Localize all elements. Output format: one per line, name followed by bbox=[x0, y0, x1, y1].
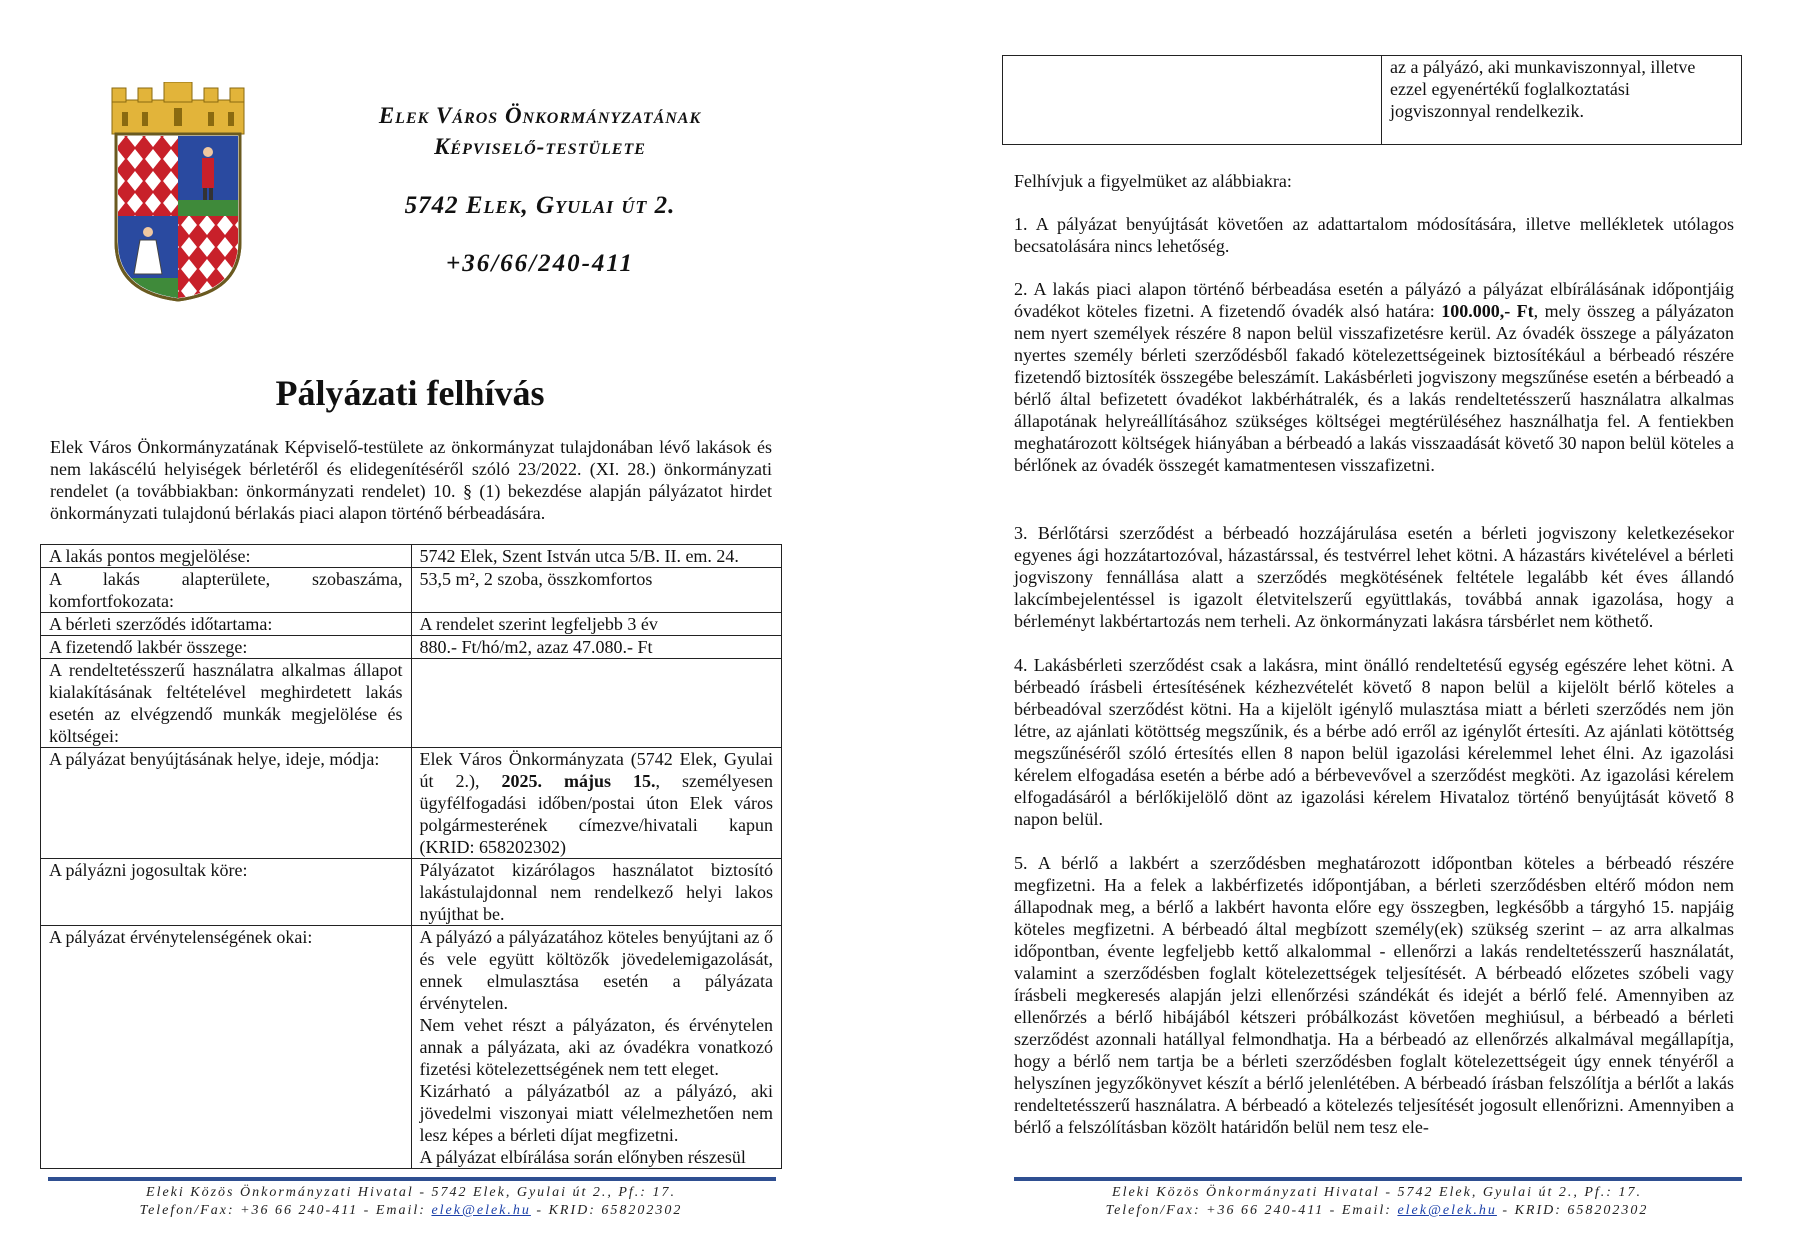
table-row bbox=[41, 748, 782, 859]
table-row bbox=[1003, 56, 1742, 145]
row-value: 53,5 m², 2 szoba, összkomfortos bbox=[411, 568, 782, 613]
invalidity-reason: Kizárható a pályázatból az a pályázó, aki jövedelmi viszonyai miatt vélelmezhetően nem lesz képes a bérleti díjat megfizetni. bbox=[419, 1081, 773, 1145]
left-page bbox=[0, 0, 880, 1246]
right-page bbox=[990, 0, 1800, 1246]
notice-text: 2. A lakás piaci alapon történő bérbeadása esetén a pályázó a pályázat elbírálásának időpontjáig óvadékot köteles fizetni. A fizetendő óvadék alsó határa: bbox=[1014, 279, 1734, 321]
row-label: A bérleti szerződés időtartama: bbox=[41, 613, 412, 636]
value-text: , személyesen ügyfélfogadási időben/postai úton Elek város polgármesterének címezve/hivatali kapun (KRID: 658202302) bbox=[419, 771, 773, 857]
footer-rule bbox=[48, 1177, 776, 1181]
row-value bbox=[411, 926, 782, 1169]
footer-phone: Telefon/Fax: +36 66 240-411 - Email: bbox=[1105, 1203, 1398, 1218]
footer-krid: - KRID: 658202302 bbox=[530, 1203, 683, 1218]
deadline-date: 2025. május 15. bbox=[501, 771, 656, 791]
table-row bbox=[41, 659, 782, 748]
city-coat-of-arms-icon bbox=[108, 82, 248, 302]
notice-item-4: 4. Lakásbérleti szerződést csak a lakásra, mint önálló rendeltetésű egység egészére lehet kötni. A bérbeadó írásbeli értesítésének kézhezvételét követő 8 napon belül a kijelölt bérlő köteles a bérbeadóval szerződést kötni. Ha a kijelölt igénylő mulasztása miatt a bérleti szerződés nem jön létre, az ajánlati kötöttség megszűnik, és a bérbe adó erről az igénylőt értesíti. Az ajánlati kötöttség megszűnéséről szóló értesítés ellen 8 napon belül igazolási kérelemmel lehet élni. Az igazolási kérelem elfogadása esetén a bérbe adó a bérbevevővel a szerződést megköti. Az igazolási kérelem elfogadásáról a bérlőkijelölő dönt az igazolási kérelem Hivataloz történő benyújtását követő 8 napon belül. bbox=[1014, 655, 1734, 829]
org-address: 5742 Elek, Gyulai út 2. bbox=[404, 192, 676, 219]
org-phone: +36/66/240-411 bbox=[445, 250, 635, 277]
row-value: 880.- Ft/hó/m2, azaz 47.080.- Ft bbox=[411, 636, 782, 659]
intro-paragraph: Elek Város Önkormányzatának Képviselő-testülete az önkormányzat tulajdonában lévő lakások és nem lakáscélú helyiségek bérletéről és elidegenítéséről szóló 23/2022. (XI. 28.) önkormányzati rendelet (a továbbiakban: önkormányzati rendelet) 10. § (1) bekezdése alapján pályázatot hirdet önkormányzati tulajdonú bérlakás piaci alapon történő bérbeadására. bbox=[50, 437, 772, 523]
footer-contact-line bbox=[40, 1202, 782, 1220]
row-value: az a pályázó, aki munkaviszonnyal, illetve ezzel egyenértékű foglalkoztatási jogviszonnyal rendelkezik. bbox=[1382, 56, 1742, 145]
row-label: A pályázat érvénytelenségének okai: bbox=[41, 926, 412, 1169]
table-row bbox=[41, 545, 782, 568]
deposit-amount: 100.000,- Ft bbox=[1441, 301, 1534, 321]
notice-item-2 bbox=[1014, 278, 1734, 476]
email-link[interactable]: elek@elek.hu bbox=[1397, 1203, 1497, 1218]
invalidity-reason: A pályázat elbírálása során előnyben részesül bbox=[419, 1147, 746, 1167]
row-value: A rendelet szerint legfeljebb 3 év bbox=[411, 613, 782, 636]
row-value bbox=[411, 659, 782, 748]
row-label: A lakás pontos megjelölése: bbox=[41, 545, 412, 568]
footer-contact-line bbox=[1006, 1202, 1748, 1220]
row-label: A fizetendő lakbér összege: bbox=[41, 636, 412, 659]
footer-phone: Telefon/Fax: +36 66 240-411 - Email: bbox=[139, 1203, 432, 1218]
value-text: Elek Város Önkormányzata (5742 Elek, Gyulai út 2.), bbox=[419, 749, 773, 791]
footer bbox=[40, 1184, 782, 1220]
document-title: Pályázati felhívás bbox=[275, 373, 545, 413]
notice-item-1: 1. A pályázat benyújtását követően az adattartalom módosítására, illetve mellékletek utólagos becsatolására nincs lehetőség. bbox=[1014, 214, 1734, 256]
row-label: A rendeltetésszerű használatra alkalmas állapot kialakításának feltételével meghirdetett lakás esetén az elvégzendő munkák megjelölése és költségei: bbox=[41, 659, 412, 748]
footer-rule bbox=[1014, 1177, 1742, 1181]
invalidity-reason: A pályázó a pályázatához köteles benyújtani az ő és vele együtt költözők jövedelemigazolását, ennek elmulasztása esetén a pályázata érvénytelen. bbox=[419, 927, 773, 1013]
row-value bbox=[411, 748, 782, 859]
footer bbox=[1006, 1184, 1748, 1220]
row-label: A pályázni jogosultak köre: bbox=[41, 859, 412, 926]
notice-intro: Felhívjuk a figyelmüket az alábbiakra: bbox=[1014, 171, 1292, 191]
footer-office-line: Eleki Közös Önkormányzati Hivatal - 5742 Elek, Gyulai út 2., Pf.: 17. bbox=[146, 1185, 676, 1200]
table-continuation bbox=[1002, 55, 1742, 145]
row-value: Pályázatot kizárólagos használatot biztosító lakástulajdonnal nem rendelkező helyi lakos nyújthat be. bbox=[411, 859, 782, 926]
tender-details-table bbox=[40, 544, 782, 1169]
row-label bbox=[1003, 56, 1382, 145]
email-link[interactable]: elek@elek.hu bbox=[431, 1203, 531, 1218]
footer-krid: - KRID: 658202302 bbox=[1496, 1203, 1649, 1218]
table-row bbox=[41, 926, 782, 1169]
notice-item-3: 3. Bérlőtársi szerződést a bérbeadó hozzájárulása esetén a bérleti jogviszony keletkezésekor egyenes ági hozzátartozóval, házastárssal, és testvérrel lehet kötni. A házastárs kivételével a bérleti jogviszony fennállása alatt a szerződés megkötésének feltétele legalább két éves állandó lakcímbejelentéssel is igazolt életvitelszerű együttlakás, továbbá annak igazolása, hogy a bérleményt lakbértartozás nem terheli. Az önkormányzati lakásra társbérlet nem köthető. bbox=[1014, 523, 1734, 631]
notice-text: , mely összeg a pályázaton nem nyert személyek részére 8 napon belül visszafizetésre kerül. Az óvadék összege a pályázaton nyertes személy bérleti szerződésből fakadó kötelezettségeinek biztosítékául a bérbeadó részére fizetendő biztosíték összegébe beleszámít. Lakásbérleti jogviszony megszűnése esetén a bérbeadó a bérlő által befizetett óvadékot lakbérhátralék, és a lakás rendeltetésszerű használatra alkalmas állapotának helyreállításához szükséges költségei megtérüléséhez használhatja fel. A fentiekben meghatározott költségek hiányában a bérbeadó a lakás visszaadását követő 30 napon belül köteles a bérlőnek az óvadék összegét kamatmentesen visszafizetni. bbox=[1014, 301, 1734, 475]
table-row bbox=[41, 568, 782, 613]
org-name: Elek Város Önkormányzatának bbox=[378, 103, 702, 128]
notice-item-5: 5. A bérlő a lakbért a szerződésben meghatározott időpontban köteles a bérbeadó részére megfizetni. Ha a felek a lakbérfizetés időpontjában, a bérleti szerződésben eltérő módon nem állapodnak meg, a bérlő a lakbért havonta előre egy összegben, legkésőbb a tárgyhó 15. napjáig köteles megfizetni. A bérbeadó által megbízott személy(ek) szükség szerint – az arra alkalmas időpontban, évente legfeljebb kettő alkalommal - ellenőrzi a lakás rendeltetésszerű használatát, valamint a szerződésben foglalt kötelezettségek teljesítését. A bérbeadó előzetes szóbeli vagy írásbeli megkeresés alapján jelzi ellenőrzési szándékát és idejét a bérlő felé. Amennyiben az ellenőrzés a bérlő hibájából kétszeri próbálkozást követően meghiúsul, a bérbeadó a bérleti szerződést azonnali hatállyal felmondhatja. Ha a bérbeadó az ellenőrzés alkalmával megállapítja, hogy a bérlő nem tartja be a bérleti szerződésben foglalt kötelezettségeit úgy ennek tényéről a helyszínen jegyzőkönyvet készít a bérlő jelenlétében. A bérbeadó írásban felszólítja a bérlőt a lakás rendeltetésszerű használatra. A bérbeadó a kötelezés teljesítését jogosult ellenőrizni. Amennyiben a bérlő a felszólításban közölt határidőn belül nem tesz ele- bbox=[1014, 853, 1734, 1137]
table-row bbox=[41, 636, 782, 659]
table-row bbox=[41, 859, 782, 926]
row-value: 5742 Elek, Szent István utca 5/B. II. em. 24. bbox=[411, 545, 782, 568]
row-label: A pályázat benyújtásának helye, ideje, módja: bbox=[41, 748, 412, 859]
org-body: Képviselő-testülete bbox=[434, 134, 646, 159]
invalidity-reason: Nem vehet részt a pályázaton, és érvénytelen annak a pályázata, aki az óvadékra vonatkozó fizetési kötelezettségének nem tett eleget. bbox=[419, 1015, 773, 1079]
table-row bbox=[41, 613, 782, 636]
row-label: A lakás alapterülete, szobaszáma, komfortfokozata: bbox=[41, 568, 412, 613]
footer-office-line: Eleki Közös Önkormányzati Hivatal - 5742 Elek, Gyulai út 2., Pf.: 17. bbox=[1112, 1185, 1642, 1200]
